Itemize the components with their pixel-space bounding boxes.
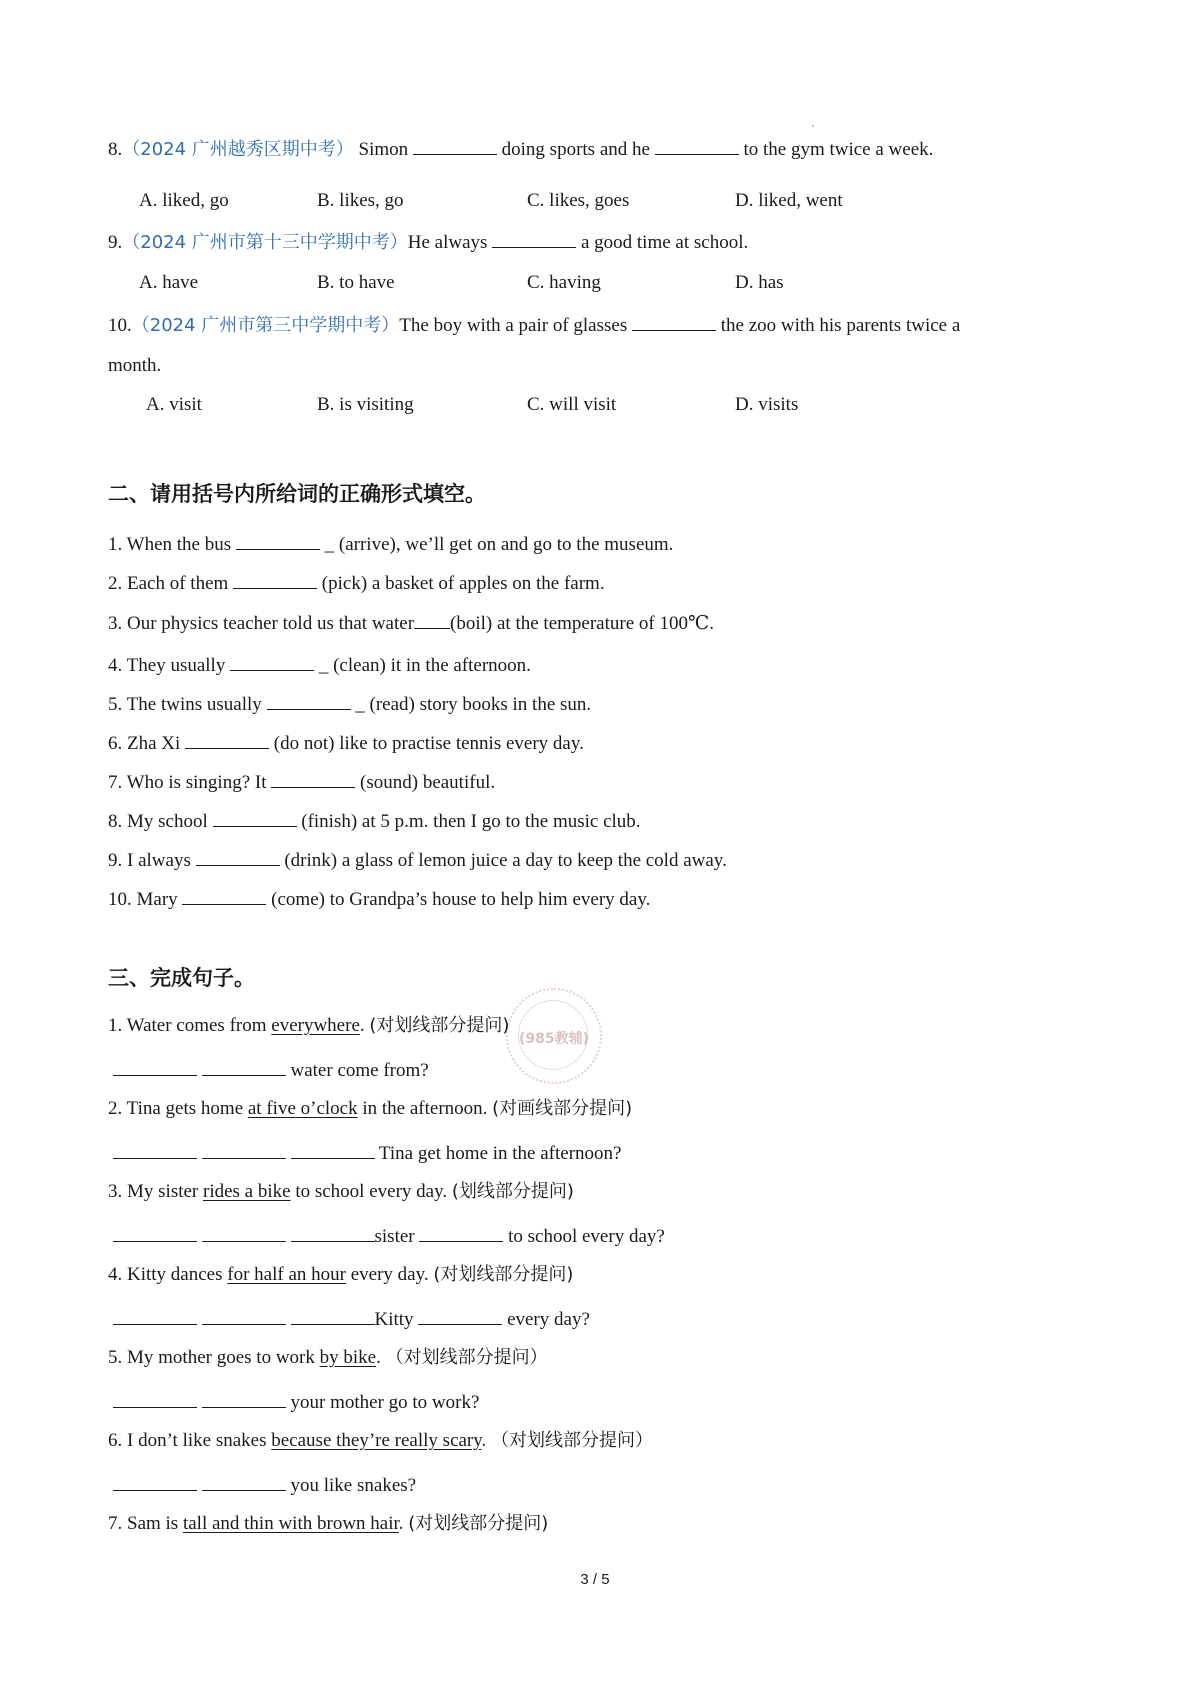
answer-blank[interactable] xyxy=(113,1307,197,1325)
fill-item-4: 4. They usually _ (clean) it in the afternoon. xyxy=(108,655,531,676)
sentence-item-5: 5. My mother goes to work by bike. （对划线部分提问） xyxy=(108,1347,548,1368)
fill-item-8: 8. My school (finish) at 5 p.m. then I go to the music club. xyxy=(108,811,641,832)
answer-blank[interactable] xyxy=(113,1390,197,1408)
fill-item-3: 3. Our physics teacher told us that water (boil) at the temperature of 100℃. xyxy=(108,613,714,634)
option-b[interactable]: B. likes, go xyxy=(317,190,404,211)
answer-line-2: Tina get home in the afternoon? xyxy=(113,1141,621,1163)
answer-blank[interactable] xyxy=(492,230,576,248)
option-d[interactable]: D. liked, went xyxy=(735,190,843,211)
fill-item-2: 2. Each of them (pick) a basket of apples on the farm. xyxy=(108,573,605,594)
underlined-part: by bike xyxy=(319,1347,377,1368)
answer-blank[interactable] xyxy=(202,1224,286,1242)
option-d[interactable]: D. has xyxy=(735,272,784,293)
answer-blank[interactable] xyxy=(113,1058,197,1076)
underlined-part: rides a bike xyxy=(203,1181,291,1202)
page-number: 3 / 5 xyxy=(580,1571,610,1588)
answer-blank[interactable] xyxy=(202,1473,286,1491)
fill-item-1: 1. When the bus _ (arrive), we’ll get on and go to the museum. xyxy=(108,534,674,555)
underlined-part: because they’re really scary xyxy=(271,1430,482,1451)
option-a[interactable]: A. visit xyxy=(146,394,202,415)
underlined-part: everywhere xyxy=(271,1015,360,1036)
answer-blank[interactable] xyxy=(291,1224,375,1242)
fill-item-9: 9. I always (drink) a glass of lemon juice a day to keep the cold away. xyxy=(108,850,727,871)
sentence-item-2: 2. Tina gets home at five o’clock in the afternoon. (对画线部分提问) xyxy=(108,1098,633,1119)
option-c[interactable]: C. will visit xyxy=(527,394,617,415)
answer-blank[interactable] xyxy=(213,809,297,827)
option-c[interactable]: C. likes, goes xyxy=(527,190,630,211)
answer-blank[interactable] xyxy=(291,1141,375,1159)
option-a[interactable]: A. liked, go xyxy=(139,190,229,211)
answer-line-1: water come from? xyxy=(113,1058,429,1080)
answer-blank[interactable] xyxy=(291,1307,375,1325)
fill-item-5: 5. The twins usually _ (read) story books in the sun. xyxy=(108,694,592,715)
option-a[interactable]: A. have xyxy=(139,272,199,293)
underlined-part: at five o’clock xyxy=(247,1098,358,1119)
question-9: 9.（2024 广州市第十三中学期中考）He always a good time at school. xyxy=(108,232,749,253)
answer-blank[interactable] xyxy=(113,1473,197,1491)
sentence-item-7: 7. Sam is tall and thin with brown hair. (对划线部分提问) xyxy=(108,1513,549,1534)
fill-item-7: 7. Who is singing? It (sound) beautiful. xyxy=(108,772,496,793)
answer-blank[interactable] xyxy=(414,611,450,629)
watermark-stamp: (985教辅) xyxy=(506,988,602,1084)
answer-blank[interactable] xyxy=(202,1390,286,1408)
sentence-item-4: 4. Kitty dances for half an hour every day. (对划线部分提问) xyxy=(108,1264,574,1285)
underlined-part: for half an hour xyxy=(227,1264,346,1285)
answer-blank[interactable] xyxy=(233,571,317,589)
answer-blank[interactable] xyxy=(655,137,739,155)
sentence-item-6: 6. I don’t like snakes because they’re really scary. （对划线部分提问） xyxy=(108,1430,654,1451)
answer-line-5: your mother go to work? xyxy=(113,1390,479,1412)
option-b[interactable]: B. is visiting xyxy=(317,394,414,415)
question-source: （2024 广州越秀区期中考） xyxy=(122,139,354,160)
answer-blank[interactable] xyxy=(182,887,266,905)
section-heading-3: 三、完成句子。 xyxy=(108,966,255,990)
question-source: （2024 广州市第十三中学期中考） xyxy=(122,232,408,253)
option-c[interactable]: C. having xyxy=(527,272,601,293)
question-8: 8.（2024 广州越秀区期中考） Simon doing sports and he to the gym twice a week. xyxy=(108,139,934,160)
answer-blank[interactable] xyxy=(418,1307,502,1325)
fill-item-10: 10. Mary (come) to Grandpa’s house to help him every day. xyxy=(108,889,651,910)
answer-line-3: sister to school every day? xyxy=(113,1224,665,1246)
answer-blank[interactable] xyxy=(113,1224,197,1242)
answer-blank[interactable] xyxy=(271,770,355,788)
answer-blank[interactable] xyxy=(202,1058,286,1076)
answer-blank[interactable] xyxy=(196,848,280,866)
question-10-continued: month. xyxy=(108,355,162,376)
answer-blank[interactable] xyxy=(267,692,351,710)
section-heading-2: 二、请用括号内所给词的正确形式填空。 xyxy=(108,482,486,506)
answer-blank[interactable] xyxy=(419,1224,503,1242)
answer-line-6: you like snakes? xyxy=(113,1473,416,1495)
answer-blank[interactable] xyxy=(230,653,314,671)
answer-blank[interactable] xyxy=(202,1141,286,1159)
answer-blank[interactable] xyxy=(632,313,716,331)
underlined-part: tall and thin with brown hair xyxy=(182,1513,399,1534)
question-10: 10.（2024 广州市第三中学期中考）The boy with a pair of glasses the zoo with his parents twice a xyxy=(108,315,961,336)
answer-blank[interactable] xyxy=(185,731,269,749)
option-b[interactable]: B. to have xyxy=(317,272,395,293)
answer-blank[interactable] xyxy=(413,137,497,155)
sentence-item-1: 1. Water comes from everywhere. (对划线部分提问) xyxy=(108,1015,510,1036)
stray-mark: ' xyxy=(812,124,814,135)
answer-blank[interactable] xyxy=(113,1141,197,1159)
answer-line-4: Kitty every day? xyxy=(113,1307,590,1329)
question-source: （2024 广州市第三中学期中考） xyxy=(131,315,400,336)
fill-item-6: 6. Zha Xi (do not) like to practise tennis every day. xyxy=(108,733,584,754)
answer-blank[interactable] xyxy=(236,532,320,550)
answer-blank[interactable] xyxy=(202,1307,286,1325)
option-d[interactable]: D. visits xyxy=(735,394,799,415)
sentence-item-3: 3. My sister rides a bike to school every day. (划线部分提问) xyxy=(108,1181,574,1202)
